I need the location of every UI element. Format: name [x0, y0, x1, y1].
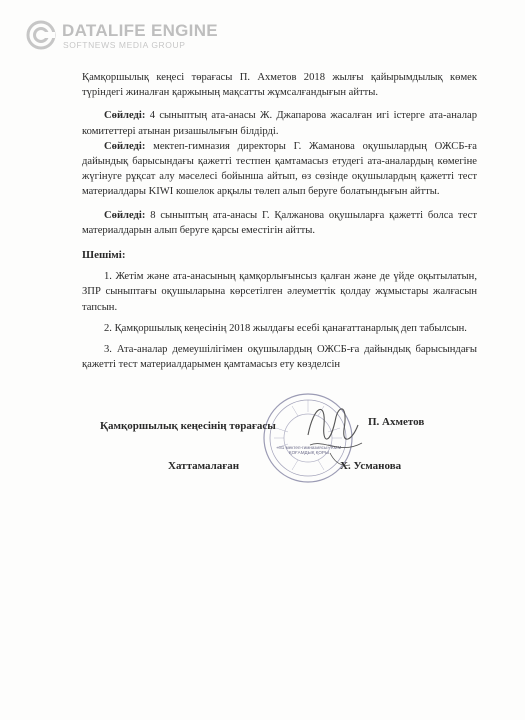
paragraph-speaker-3 — [82, 208, 477, 238]
paragraph-chair-report: Қамқоршылық кеңесі төрағасы П. Ахметов 2018 жылғы қайырымдылық көмек түріндегі жиналған қаржының мақсатты жұмсалғандығын айтты. — [82, 72, 477, 99]
secretary-name: Х. Усманова — [340, 460, 402, 472]
secretary-label: Хаттамалаған — [168, 460, 240, 472]
paragraph-speaker-1 — [82, 108, 477, 138]
dle-logo-icon — [26, 20, 56, 50]
decision-heading: Шешімі: — [82, 249, 126, 262]
speaker-label: Сөйледі: — [104, 110, 146, 122]
stamp-line: «81 мектеп-гимназиясы» КММ — [276, 445, 342, 450]
decision-item: 2. Қамқоршылық кеңесінің 2018 жылдағы есебі қанағаттанарлық деп табылсын. — [104, 322, 467, 334]
chair-label: Қамқоршылық кеңесінің төрағасы — [100, 420, 276, 432]
watermark-subtitle: SOFTNEWS MEDIA GROUP — [63, 40, 186, 50]
decision-item: 3. Ата-аналар демеушілігімен оқушылардың ОЖСБ-ға дайындық барысындағы қажетті тест материалдарымен қамтамасыз ету көзделсін — [82, 344, 477, 371]
stamp-line: ҚОҒАМДЫҚ ҚОРЫ — [288, 450, 330, 456]
speaker-text: 4 сыныптың ата-анасы Ж. Джапарова жасалған игі істерге ата-аналар комитеттері атынан ризашылығын білдірді. — [82, 110, 477, 137]
speaker-text: 8 сыныптың ата-анасы Г. Қалжанова оқушыларға қажетті болса тест материалдарын алып беруге қарсы еместігін айтты. — [82, 209, 477, 236]
watermark — [26, 20, 226, 56]
speaker-label: Сөйледі: — [104, 209, 146, 221]
paragraph-speaker-2 — [82, 139, 477, 200]
chair-name: П. Ахметов — [368, 416, 425, 428]
watermark-title: DATALIFE ENGINE — [62, 21, 218, 40]
decision-item: 1. Жетім және ата-анасының қамқорлығынсыз қалған және де үйде оқытылатын, ЗПР сыныптағы оқушыларына көрсетілген әлеуметтік қолдау жұмыстары жалғасын тапсын. — [82, 271, 477, 313]
document-body — [82, 70, 477, 372]
speaker-label: Сөйледі: — [104, 140, 146, 152]
speaker-text: мектеп-гимназия директоры Г. Жаманова оқушылардың ОЖСБ-ға дайындық барысындағы қажетті тестпен қамтамасыз етудегі ата-аналардың көмегіне жүгінуге рұқсат алу мәселесі бойынша айтып, өз сөзінде оқушылардың қажетті тест материалдары KIWI кошелок арқылы төлеп алып беруге болатындығын айтты. — [82, 140, 477, 198]
